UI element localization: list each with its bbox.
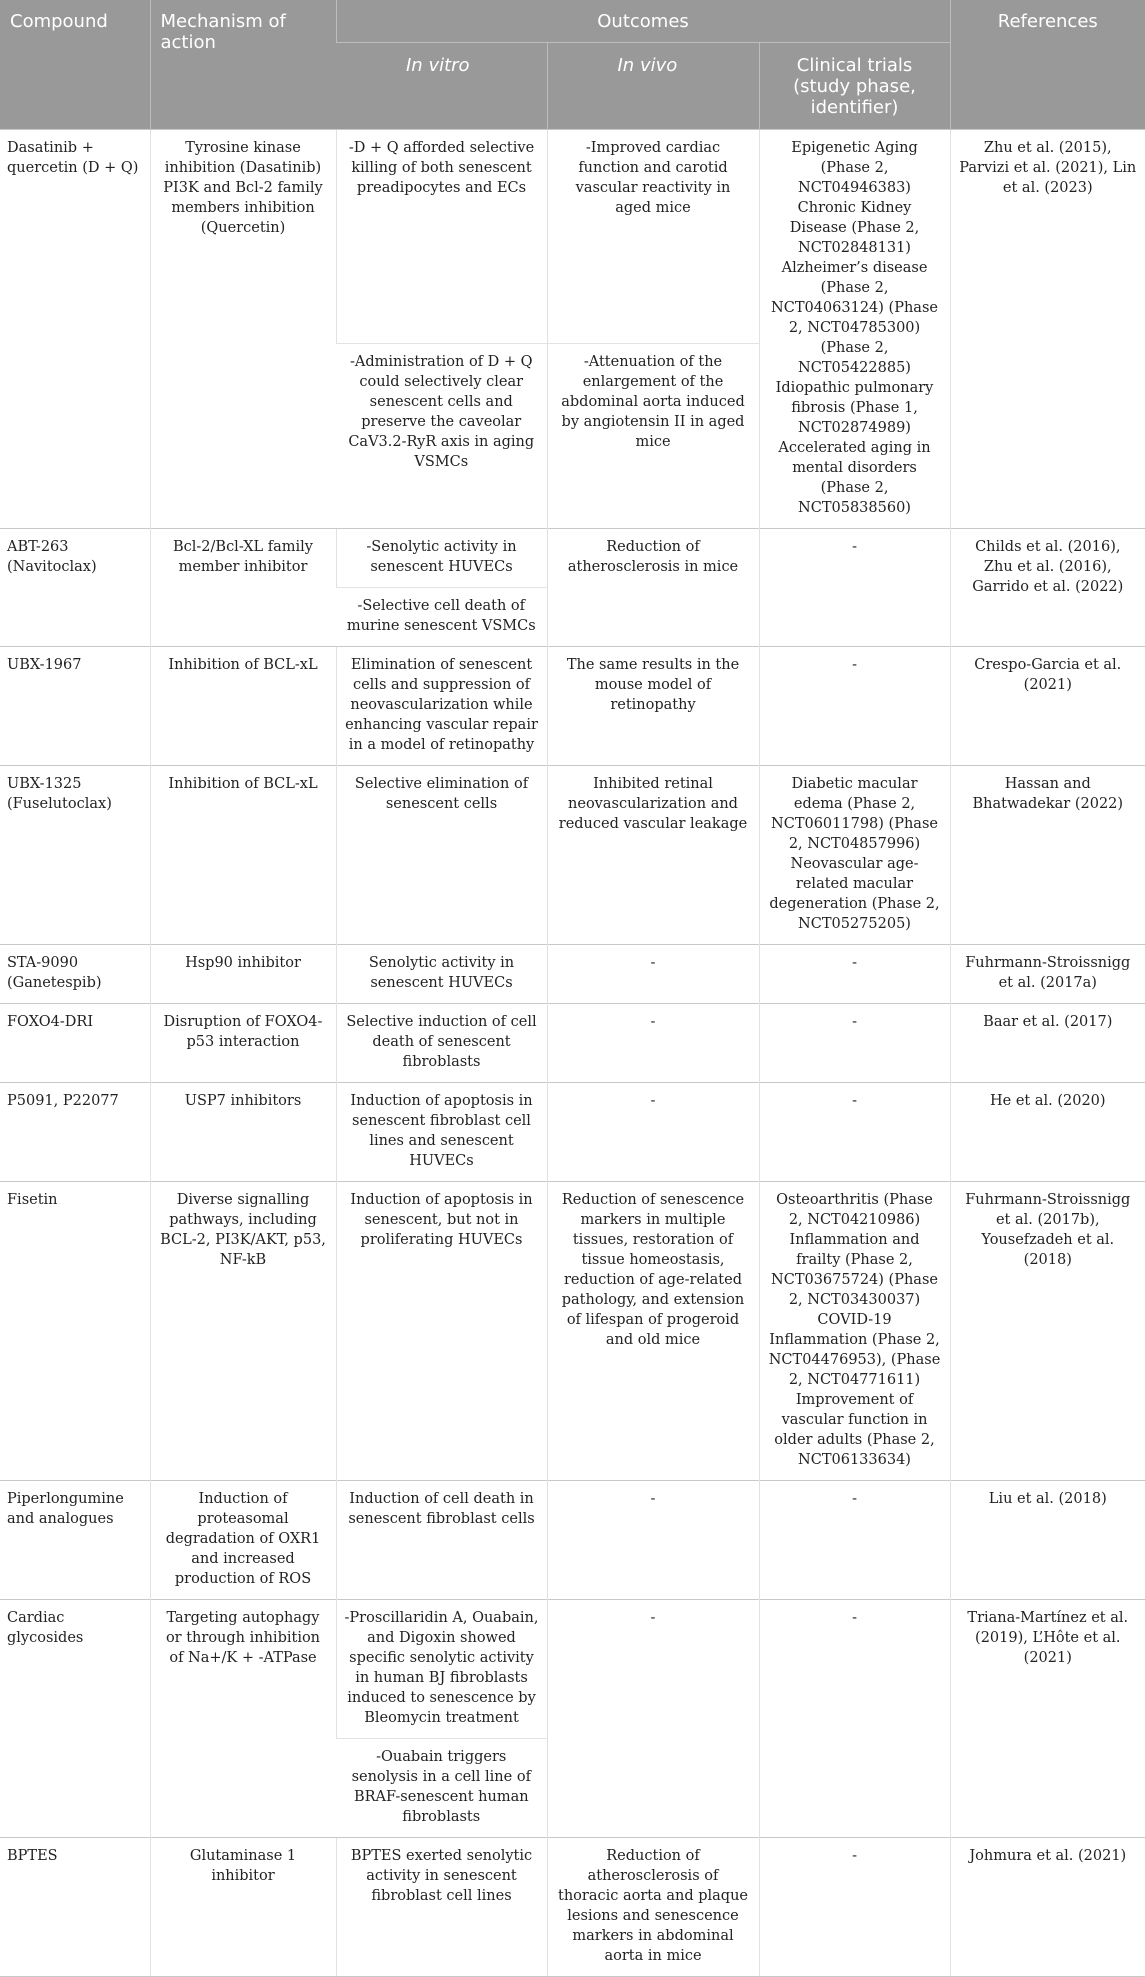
compound-cell: UBX-1325 (Fuselutoclax) [0, 766, 150, 945]
compound-cell: Piperlongumine and analogues [0, 1481, 150, 1600]
table-body [0, 130, 1145, 1977]
clinical-cell: Diabetic macular edema (Phase 2, NCT06011798) (Phase 2, NCT04857996) Neovascular age-related macular degeneration (Phase 2, NCT05275205) [759, 766, 950, 945]
table-row [0, 1083, 1145, 1182]
in-vivo-cell: - [547, 1083, 759, 1182]
in-vitro-cell: -Ouabain triggers senolysis in a cell line of BRAF-senescent human fibroblasts [336, 1739, 547, 1838]
in-vivo-cell: Reduction of atherosclerosis of thoracic aorta and plaque lesions and senescence markers in abdominal aorta in mice [547, 1838, 759, 1977]
header-outcomes: Outcomes [336, 0, 950, 43]
in-vitro-cell: -Selective cell death of murine senescent VSMCs [336, 588, 547, 647]
table-row [0, 1838, 1145, 1977]
clinical-cell: - [759, 1600, 950, 1838]
in-vitro-cell: Senolytic activity in senescent HUVECs [336, 945, 547, 1004]
in-vivo-cell: -Attenuation of the enlargement of the abdominal aorta induced by angiotensin II in aged mice [547, 344, 759, 529]
in-vitro-cell: Induction of cell death in senescent fibroblast cells [336, 1481, 547, 1600]
header-in-vitro: In vitro [336, 43, 547, 130]
references-cell: Crespo-Garcia et al. (2021) [950, 647, 1145, 766]
table-header [0, 0, 1145, 130]
in-vitro-cell: BPTES exerted senolytic activity in senescent fibroblast cell lines [336, 1838, 547, 1977]
table-row [0, 130, 1145, 344]
in-vitro-cell: Elimination of senescent cells and suppression of neovascularization while enhancing vascular repair in a model of retinopathy [336, 647, 547, 766]
in-vitro-cell: Induction of apoptosis in senescent, but not in proliferating HUVECs [336, 1182, 547, 1481]
mechanism-cell: Diverse signalling pathways, including BCL-2, PI3K/AKT, p53, NF-kB [150, 1182, 336, 1481]
references-cell: Fuhrmann-Stroissnigg et al. (2017a) [950, 945, 1145, 1004]
references-cell: He et al. (2020) [950, 1083, 1145, 1182]
table-row [0, 1600, 1145, 1739]
header-mechanism: Mechanism of action [150, 0, 336, 130]
references-cell: Zhu et al. (2015), Parvizi et al. (2021), Lin et al. (2023) [950, 130, 1145, 529]
references-cell: Johmura et al. (2021) [950, 1838, 1145, 1977]
mechanism-cell: Hsp90 inhibitor [150, 945, 336, 1004]
in-vivo-cell: The same results in the mouse model of retinopathy [547, 647, 759, 766]
clinical-cell: - [759, 647, 950, 766]
table-row [0, 1481, 1145, 1600]
header-clinical-trials: Clinical trials (study phase, identifier) [759, 43, 950, 130]
compound-cell: P5091, P22077 [0, 1083, 150, 1182]
header-references: References [950, 0, 1145, 130]
header-in-vivo: In vivo [547, 43, 759, 130]
mechanism-cell: Disruption of FOXO4-p53 interaction [150, 1004, 336, 1083]
clinical-cell: - [759, 1004, 950, 1083]
table-row [0, 945, 1145, 1004]
compound-cell: ABT-263 (Navitoclax) [0, 529, 150, 647]
in-vivo-cell: Inhibited retinal neovascularization and reduced vascular leakage [547, 766, 759, 945]
table-row [0, 1004, 1145, 1083]
clinical-cell: - [759, 1481, 950, 1600]
compound-cell: Cardiac glycosides [0, 1600, 150, 1838]
clinical-cell: - [759, 1838, 950, 1977]
compound-cell: FOXO4-DRI [0, 1004, 150, 1083]
mechanism-cell: Induction of proteasomal degradation of OXR1 and increased production of ROS [150, 1481, 336, 1600]
mechanism-cell: Inhibition of BCL-xL [150, 766, 336, 945]
table-row [0, 647, 1145, 766]
clinical-cell: - [759, 1083, 950, 1182]
in-vitro-cell: -Administration of D + Q could selectively clear senescent cells and preserve the caveolar CaV3.2-RyR axis in aging VSMCs [336, 344, 547, 529]
compound-cell: STA-9090 (Ganetespib) [0, 945, 150, 1004]
table-row [0, 766, 1145, 945]
clinical-cell: Osteoarthritis (Phase 2, NCT04210986) Inflammation and frailty (Phase 2, NCT03675724) (Phase 2, NCT03430037) COVID-19 Inflammation (Phase 2, NCT04476953), (Phase 2, NCT04771611) Improvement of vascular function in older adults (Phase 2, NCT06133634) [759, 1182, 950, 1481]
in-vitro-cell: Induction of apoptosis in senescent fibroblast cell lines and senescent HUVECs [336, 1083, 547, 1182]
clinical-cell: Epigenetic Aging (Phase 2, NCT04946383) Chronic Kidney Disease (Phase 2, NCT02848131) Alzheimer’s disease (Phase 2, NCT04063124) (Phase 2, NCT04785300) (Phase 2, NCT05422885) Idiopathic pulmonary fibrosis (Phase 1, NCT02874989) Accelerated aging in mental disorders (Phase 2, NCT05838560) [759, 130, 950, 529]
in-vitro-cell: Selective elimination of senescent cells [336, 766, 547, 945]
mechanism-cell: Targeting autophagy or through inhibition of Na+/K + -ATPase [150, 1600, 336, 1838]
in-vivo-cell: - [547, 1004, 759, 1083]
references-cell: Childs et al. (2016), Zhu et al. (2016), Garrido et al. (2022) [950, 529, 1145, 647]
references-cell: Triana-Martínez et al. (2019), L’Hôte et al. (2021) [950, 1600, 1145, 1838]
in-vitro-cell: -D + Q afforded selective killing of both senescent preadipocytes and ECs [336, 130, 547, 344]
mechanism-cell: Tyrosine kinase inhibition (Dasatinib) PI3K and Bcl-2 family members inhibition (Quercetin) [150, 130, 336, 529]
references-cell: Baar et al. (2017) [950, 1004, 1145, 1083]
mechanism-cell: USP7 inhibitors [150, 1083, 336, 1182]
in-vivo-cell: - [547, 1481, 759, 1600]
clinical-cell: - [759, 529, 950, 647]
mechanism-cell: Glutaminase 1 inhibitor [150, 1838, 336, 1977]
compound-cell: UBX-1967 [0, 647, 150, 766]
table-row [0, 1182, 1145, 1481]
in-vitro-cell: -Proscillaridin A, Ouabain, and Digoxin showed specific senolytic activity in human BJ fibroblasts induced to senescence by Bleomycin treatment [336, 1600, 547, 1739]
header-compound: Compound [0, 0, 150, 130]
in-vivo-cell: Reduction of senescence markers in multiple tissues, restoration of tissue homeostasis, reduction of age-related pathology, and extension of lifespan of progeroid and old mice [547, 1182, 759, 1481]
in-vivo-cell: - [547, 1600, 759, 1838]
references-cell: Liu et al. (2018) [950, 1481, 1145, 1600]
mechanism-cell: Inhibition of BCL-xL [150, 647, 336, 766]
clinical-cell: - [759, 945, 950, 1004]
references-cell: Hassan and Bhatwadekar (2022) [950, 766, 1145, 945]
in-vivo-cell: -Improved cardiac function and carotid vascular reactivity in aged mice [547, 130, 759, 344]
compound-cell: Dasatinib + quercetin (D + Q) [0, 130, 150, 529]
in-vitro-cell: Selective induction of cell death of senescent fibroblasts [336, 1004, 547, 1083]
in-vivo-cell: - [547, 945, 759, 1004]
table-row [0, 529, 1145, 588]
in-vitro-cell: -Senolytic activity in senescent HUVECs [336, 529, 547, 588]
in-vivo-cell: Reduction of atherosclerosis in mice [547, 529, 759, 647]
compound-cell: Fisetin [0, 1182, 150, 1481]
mechanism-cell: Bcl-2/Bcl-XL family member inhibitor [150, 529, 336, 647]
compound-cell: BPTES [0, 1838, 150, 1977]
references-cell: Fuhrmann-Stroissnigg et al. (2017b), Yousefzadeh et al. (2018) [950, 1182, 1145, 1481]
